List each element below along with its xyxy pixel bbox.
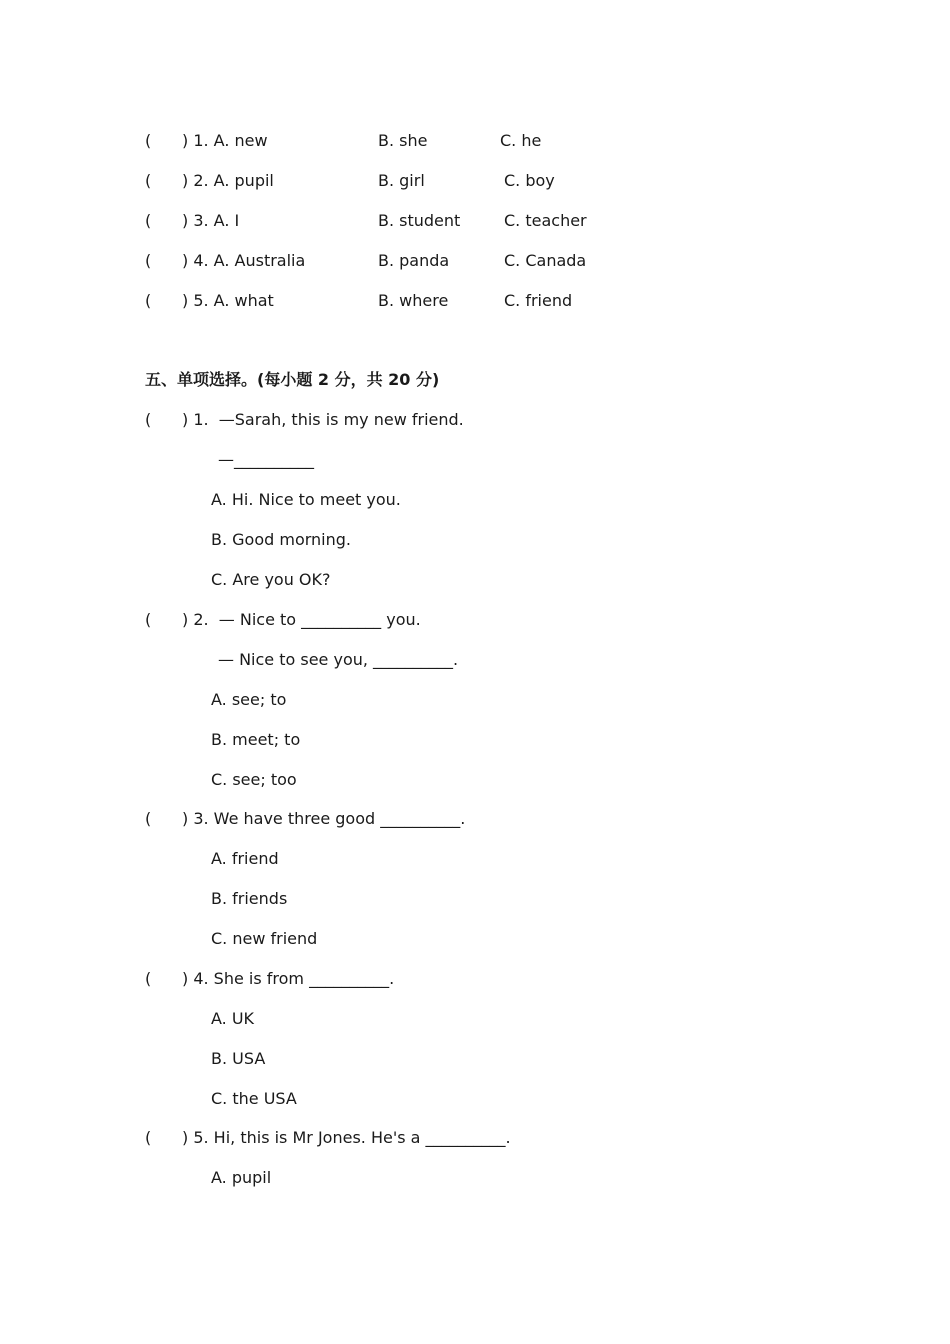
question-option-b: B. where <box>378 291 449 310</box>
option-c: C. new friend <box>211 929 318 948</box>
question-option-a: ) 3. A. I <box>182 211 240 230</box>
answer-bracket[interactable]: ( <box>145 610 152 629</box>
option-c: C. the USA <box>211 1089 297 1108</box>
section-heading: 五、单项选择。(每小题 2 分，共 20 分) <box>145 370 440 389</box>
question-option-c: C. he <box>500 131 542 150</box>
answer-bracket[interactable]: ( <box>145 291 152 310</box>
option-b: B. USA <box>211 1049 266 1068</box>
question-option-a: ) 1. A. new <box>182 131 268 150</box>
answer-bracket[interactable]: ( <box>145 211 152 230</box>
option-a: A. see; to <box>211 690 287 709</box>
question-stem: ) 4. She is from __________. <box>182 969 395 988</box>
question-option-b: B. student <box>378 211 461 230</box>
question-option-a: ) 2. A. pupil <box>182 171 274 190</box>
question-stem-reply: —__________ <box>218 450 314 469</box>
question-option-c: C. teacher <box>504 211 587 230</box>
answer-bracket[interactable]: ( <box>145 809 152 828</box>
answer-bracket[interactable]: ( <box>145 1128 152 1147</box>
option-c: C. Are you OK? <box>211 570 331 589</box>
question-option-a: ) 4. A. Australia <box>182 251 306 270</box>
question-option-c: C. Canada <box>504 251 587 270</box>
answer-bracket[interactable]: ( <box>145 171 152 190</box>
question-option-b: B. she <box>378 131 428 150</box>
question-stem: ) 5. Hi, this is Mr Jones. He's a __________. <box>182 1128 511 1147</box>
option-b: B. friends <box>211 889 288 908</box>
answer-bracket[interactable]: ( <box>145 251 152 270</box>
question-option-a: ) 5. A. what <box>182 291 274 310</box>
question-stem: ) 1. —Sarah, this is my new friend. <box>182 410 464 429</box>
option-b: B. meet; to <box>211 730 301 749</box>
option-a: A. UK <box>211 1009 255 1028</box>
option-a: A. friend <box>211 849 279 868</box>
answer-bracket[interactable]: ( <box>145 969 152 988</box>
question-option-b: B. panda <box>378 251 450 270</box>
answer-bracket[interactable]: ( <box>145 410 152 429</box>
option-a: A. pupil <box>211 1168 272 1187</box>
question-option-c: C. friend <box>504 291 573 310</box>
answer-bracket[interactable]: ( <box>145 131 152 150</box>
question-option-c: C. boy <box>504 171 555 190</box>
question-stem: ) 2. — Nice to __________ you. <box>182 610 421 629</box>
question-stem-reply: — Nice to see you, __________. <box>218 650 459 669</box>
option-a: A. Hi. Nice to meet you. <box>211 490 401 509</box>
question-stem: ) 3. We have three good __________. <box>182 809 466 828</box>
option-c: C. see; too <box>211 770 297 789</box>
option-b: B. Good morning. <box>211 530 352 549</box>
question-option-b: B. girl <box>378 171 425 190</box>
